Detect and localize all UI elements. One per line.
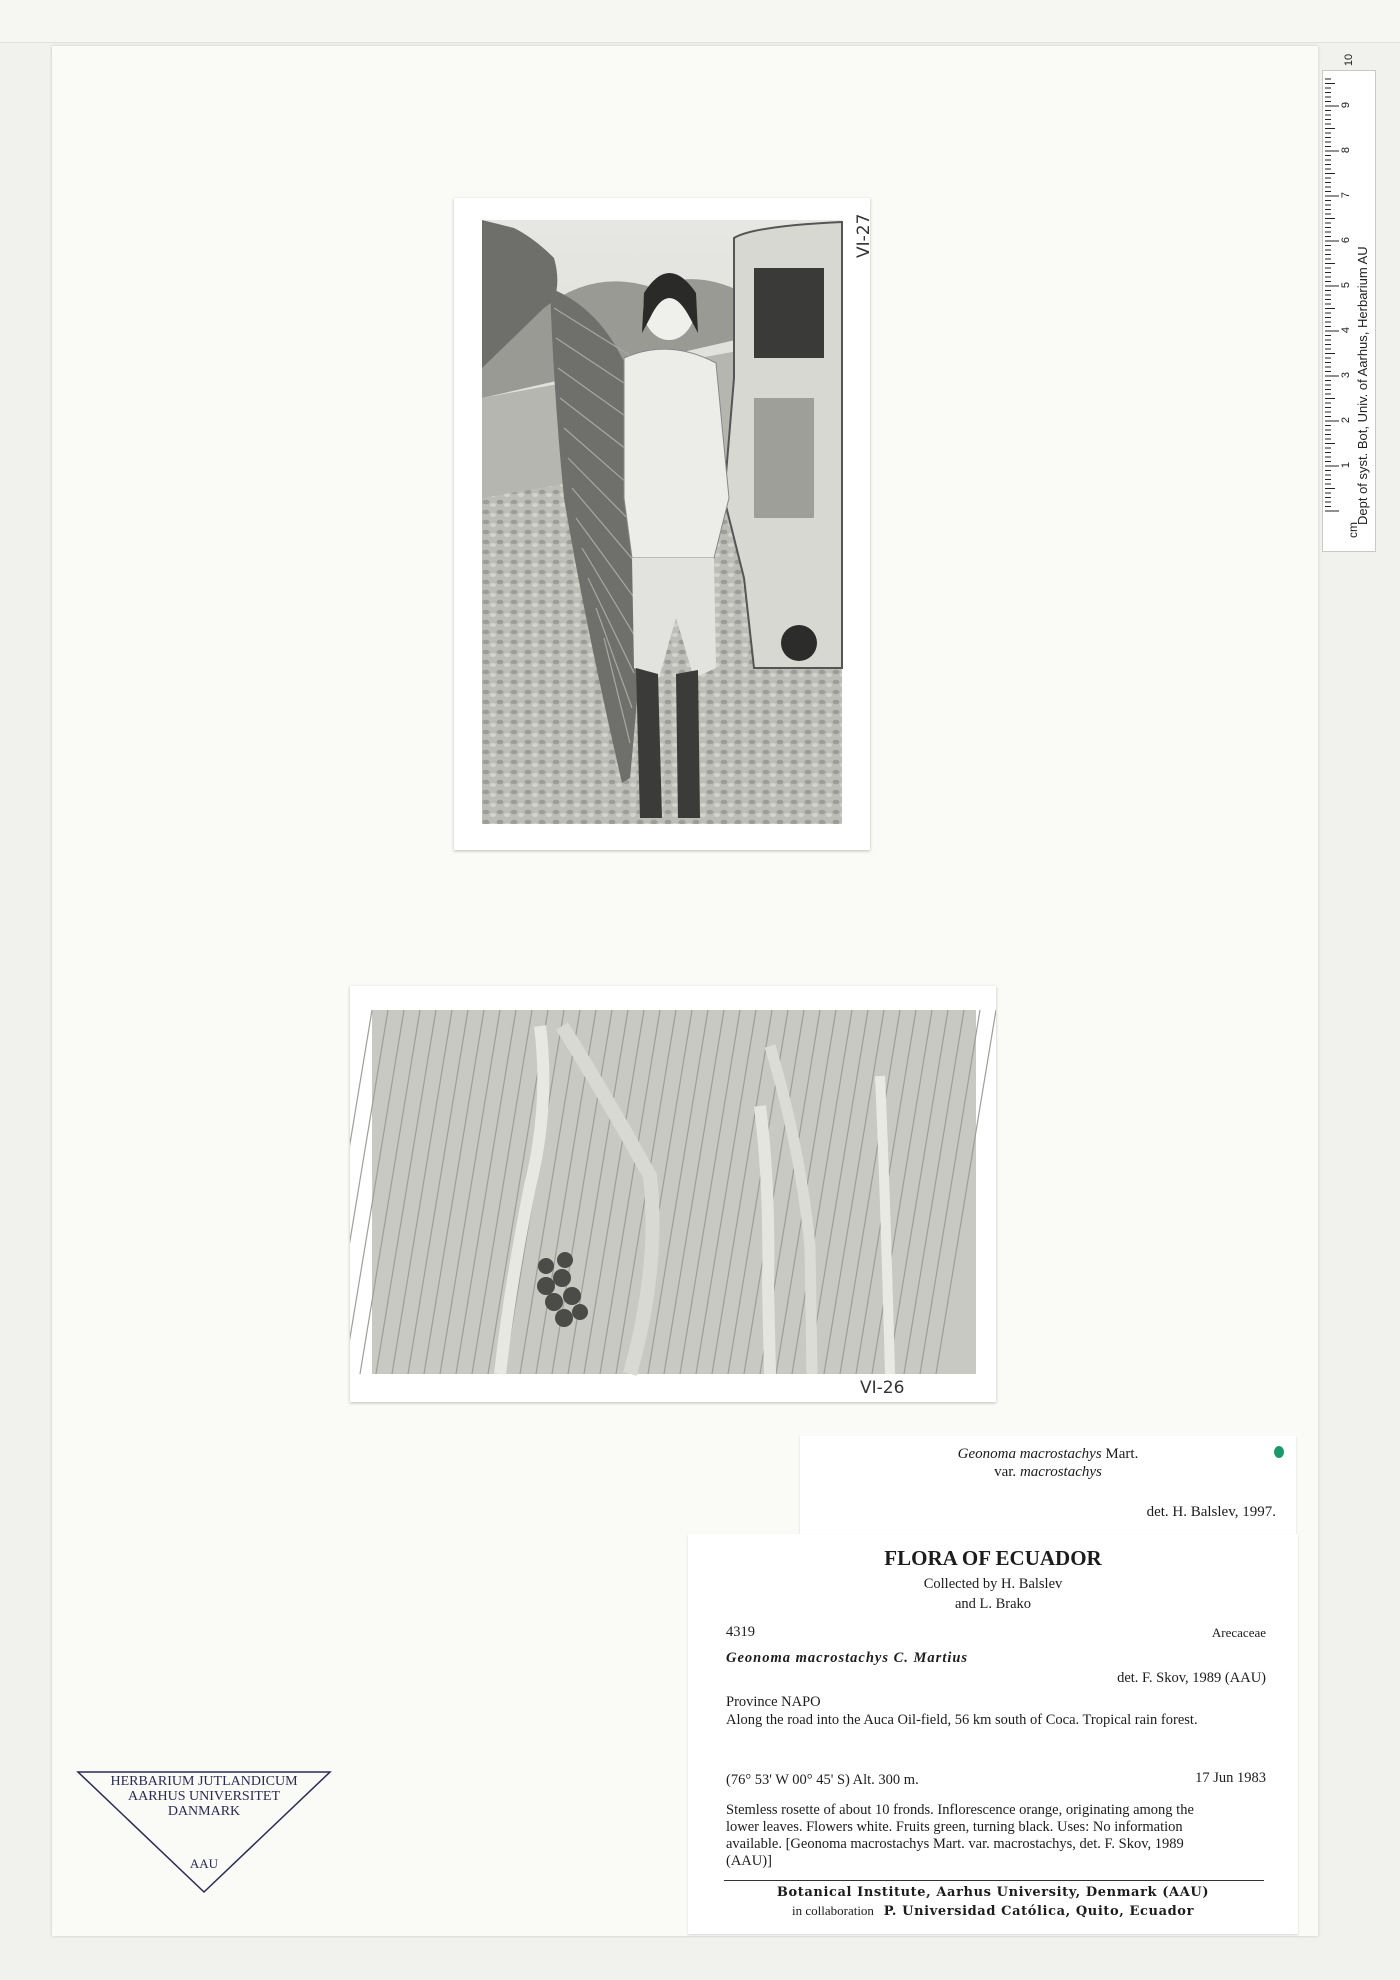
photo2-handwritten-note: VI-26 — [860, 1378, 905, 1398]
label-divider — [724, 1880, 1264, 1881]
label-collector: Collected by H. Balslev — [923, 1576, 1063, 1592]
ruler-number: 9 — [1340, 101, 1353, 109]
ruler-number: 8 — [1340, 146, 1353, 154]
scale-ruler — [1322, 53, 1376, 552]
label-footer-partner: P. Universidad Católica, Quito, Ecuador — [883, 1904, 1195, 1919]
det-name-line — [800, 1446, 1296, 1463]
stamp-code: AAU — [189, 1856, 219, 1871]
ruler-number: 5 — [1340, 281, 1353, 289]
green-dot-marker — [1274, 1446, 1284, 1458]
photo-inflorescences — [350, 986, 996, 1402]
photo-collector-with-frond — [454, 198, 874, 850]
label-description-4: (AAU)] — [726, 1853, 772, 1869]
det-by: det. H. Balslev, 1997. — [1146, 1504, 1276, 1520]
label-province: Province NAPO — [726, 1694, 821, 1710]
label-footer-institution: Botanical Institute, Aarhus University, Denmark (AAU) — [776, 1885, 1210, 1900]
det-variety-prefix: var. — [994, 1464, 1017, 1480]
collection-label — [688, 1534, 1298, 1934]
det-author: Mart. — [1105, 1446, 1139, 1462]
label-determiner: det. F. Skov, 1989 (AAU) — [1117, 1670, 1266, 1686]
ruler-number: 10 — [1343, 53, 1356, 67]
top-strip — [0, 0, 1400, 43]
ruler-number: 2 — [1340, 416, 1353, 424]
ruler-number: 6 — [1340, 236, 1353, 244]
label-family: Arecaceae — [1211, 1625, 1266, 1640]
photo1-handwritten-note: VI-27 — [854, 213, 874, 258]
ruler-number: 3 — [1340, 371, 1353, 379]
label-description-1: Stemless rosette of about 10 fronds. Inflorescence orange, originating among the — [726, 1802, 1194, 1818]
label-date: 17 Jun 1983 — [1195, 1770, 1266, 1786]
det-species-name: Geonoma macrostachys — [957, 1446, 1102, 1462]
label-coordinates: (76° 53' W 00° 45' S) Alt. 300 m. — [726, 1772, 919, 1788]
det-variety: macrostachys — [1019, 1464, 1102, 1480]
label-footer-prefix: in collaboration — [791, 1903, 874, 1918]
ruler-number: 7 — [1340, 191, 1353, 199]
stamp-line-2: AARHUS UNIVERSITET — [127, 1789, 281, 1804]
label-number: 4319 — [726, 1624, 755, 1640]
ruler-unit-label: cm — [1346, 522, 1360, 538]
label-locality: Along the road into the Auca Oil-field, 56 km south of Coca. Tropical rain forest. — [726, 1712, 1198, 1728]
label-description-3: available. [Geonoma macrostachys Mart. var. macrostachys, det. F. Skov, 1989 — [726, 1836, 1184, 1852]
photo-frond-image — [454, 198, 870, 850]
herbarium-stamp — [76, 1770, 332, 1894]
photo-inflorescence-image — [350, 986, 996, 1402]
label-footer-collaboration — [688, 1902, 1298, 1920]
label-description-2: lower leaves. Flowers white. Fruits green, turning black. Uses: No information — [726, 1819, 1183, 1835]
det-variety-line — [800, 1464, 1296, 1481]
stamp-line-3: DANMARK — [167, 1804, 241, 1819]
label-co-collector: and L. Brako — [954, 1596, 1032, 1612]
ruler-number: 4 — [1340, 326, 1353, 334]
label-species: Geonoma macrostachys C. Martius — [726, 1650, 969, 1666]
ruler-number: 1 — [1340, 461, 1353, 469]
determination-slip — [800, 1436, 1296, 1534]
ruler-credit: Dept of syst. Bot, Univ. of Aarhus, Herbarium AU — [1355, 246, 1370, 525]
label-title: FLORA OF ECUADOR — [884, 1546, 1102, 1570]
stamp-line-1: HERBARIUM JUTLANDICUM — [110, 1774, 298, 1789]
